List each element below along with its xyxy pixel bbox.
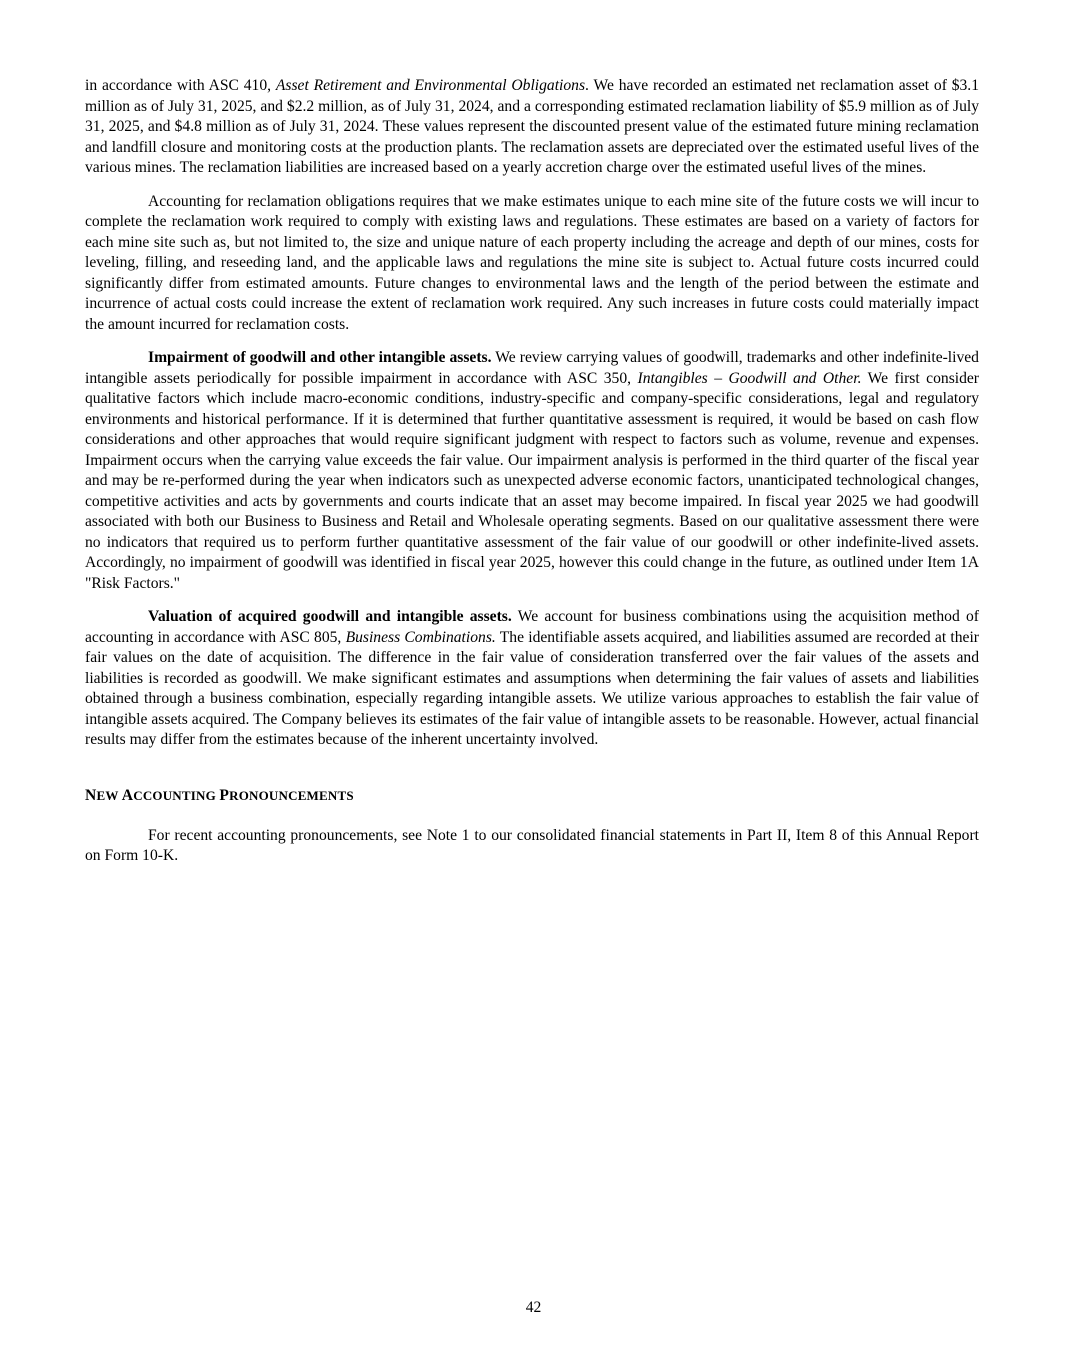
paragraph-lead-heading: Impairment of goodwill and other intangible assets. (148, 349, 492, 366)
heading-rest: RONOUNCEMENTS (229, 787, 354, 803)
paragraph-text: The identifiable assets acquired, and liabilities assumed are recorded at their fair values on the date of acquisition. The difference in the fair value of consideration transferred over the fair values of the assets and liabilities is recorded as goodwill. We make significant estimates and assumptions when determining the fair values of assets and liabilities obtained through a business combination, especially regarding intangible assets. We utilize various approaches to establish the fair value of intangible assets acquired. The Company believes its estimates of the fair value of intangible assets to be reasonable. However, actual financial results may differ from the estimates because of the inherent uncertainty involved. (85, 628, 979, 748)
page-number: 42 (525, 1299, 542, 1316)
heading-cap: P (219, 786, 230, 804)
paragraph-goodwill-valuation (85, 607, 979, 751)
document-page (85, 76, 979, 880)
heading-rest: EW (96, 787, 122, 803)
paragraph-text: Accounting for reclamation obligations requires that we make estimates unique to each mine site of the future costs we will incur to complete the reclamation work required to comply with existing laws and regulations. These estimates are based on a variety of factors for each mine site such as, but not limited to, the size and unique nature of each property including the acreage and depth of our mines, costs for leveling, filling, and reseeding land, and the applicable laws and regulations the mine site is subject to. Actual future costs incurred could significantly differ from estimated amounts. Future changes to environmental laws and the length of the period between the estimate and incurrence of actual costs could increase the extent of reclamation work required. Any such increases in future costs could materially impact the amount incurred for reclamation costs. (85, 192, 979, 333)
standard-title-italic: Business Combinations. (345, 628, 496, 646)
paragraph-goodwill-impairment (85, 348, 979, 594)
section-heading-new-accounting-pronouncements (85, 787, 979, 805)
paragraph-text: We first consider qualitative factors which include macro-economic conditions, industry-specific and company-specific considerations, legal and regulatory environments and historical performance. If it is determined that further quantitative assessment is required, it would be based on cash flow considerations and other approaches that would require significant judgment with respect to factors such as volume, revenue and expenses. Impairment occurs when the carrying value exceeds the fair value. Our impairment analysis is performed in the third quarter of the fiscal year and may be re-performed during the year when indicators such as unexpected adverse economic factors, unanticipated technological changes, competitive activities and acts by governments and courts indicate that an asset may become impaired. In fiscal year 2025 we had goodwill associated with both our Business to Business and Retail and Wholesale operating segments. Based on our qualitative assessment there were no indicators that required us to perform further quantitative assessment of the fair value of our goodwill or other indefinite-lived assets. Accordingly, no impairment of goodwill was identified in fiscal year 2025, however this could change in the future, as outlined under Item 1A "Risk Factors." (85, 369, 979, 592)
paragraph-text: We account for business combinations using the acquisition method of accounting in accordance with ASC 805, (85, 608, 979, 646)
paragraph-reclamation-asc410 (85, 76, 979, 179)
paragraph-text: . We have recorded an estimated net reclamation asset of $3.1 million as of July 31, 2025, and $2.2 million, as of July 31, 2024, and a corresponding estimated reclamation liability of $5.9 million as of July 31, 2025, and $4.8 million as of July 31, 2024. These values represent the discounted present value of the estimated future mining reclamation and landfill closure and monitoring costs at the production plants. The reclamation assets are depreciated over the estimated useful lives of the various mines. The reclamation liabilities are increased based on a yearly accretion charge over the estimated useful lives of the mines. (85, 77, 979, 176)
heading-rest: CCOUNTING (133, 787, 220, 803)
paragraph-lead-heading: Valuation of acquired goodwill and intangible assets. (148, 608, 512, 625)
paragraph-text: For recent accounting pronouncements, see Note 1 to our consolidated financial statements in Part II, Item 8 of this Annual Report on Form 10-K. (85, 826, 979, 864)
heading-cap: A (121, 786, 134, 804)
standard-title-italic: Asset Retirement and Environmental Obligations (275, 77, 586, 94)
paragraph-text: in accordance with ASC 410, (85, 77, 276, 94)
paragraph-new-pronouncements (85, 826, 979, 867)
standard-title-italic: Intangibles – Goodwill and Other. (637, 369, 862, 387)
paragraph-reclamation-estimates (85, 192, 979, 336)
paragraph-text: We review carrying values of goodwill, trademarks and other indefinite-lived intangible assets periodically for possible impairment in accordance with ASC 350, (85, 349, 979, 387)
heading-cap: N (85, 786, 97, 804)
